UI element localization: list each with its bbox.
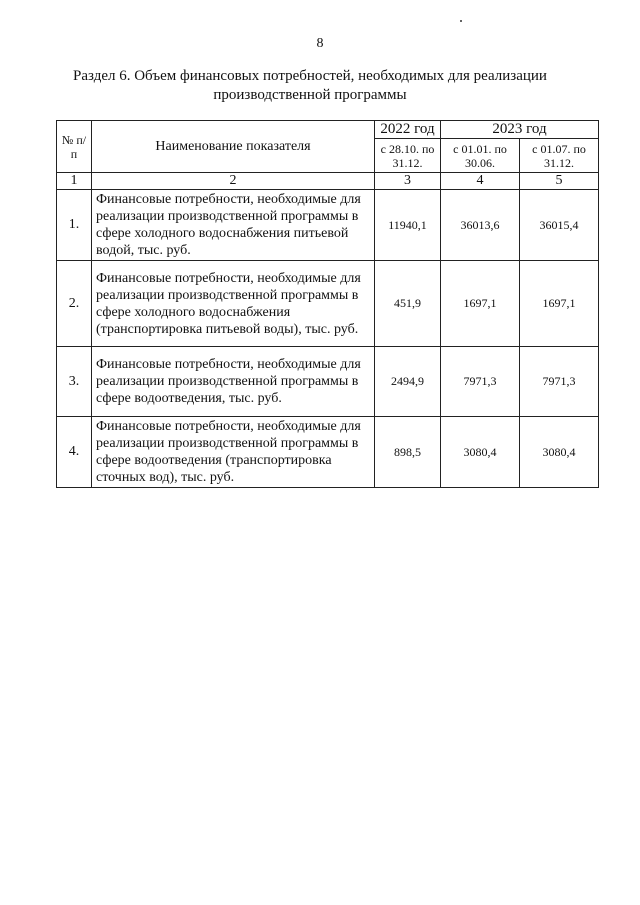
col-number-1: 1 bbox=[57, 173, 92, 190]
header-period-1: с 28.10. по 31.12. bbox=[375, 139, 441, 173]
row-name: Финансовые потребности, необходимые для реализации производственной программы в сфере холодного водоснабжения (транспортировка питьевой воды), тыс. руб. bbox=[92, 261, 375, 347]
col-number-3: 3 bbox=[375, 173, 441, 190]
row-value-2023-h2: 1697,1 bbox=[520, 261, 599, 347]
financial-needs-table bbox=[56, 120, 599, 488]
row-no: 4. bbox=[57, 417, 92, 488]
row-name: Финансовые потребности, необходимые для реализации производственной программы в сфере водоотведения, тыс. руб. bbox=[92, 347, 375, 417]
header-year-2022: 2022 год bbox=[375, 121, 441, 139]
section-title-line-2: производственной программы bbox=[213, 87, 407, 103]
row-value-2022: 451,9 bbox=[375, 261, 441, 347]
scan-speck bbox=[460, 20, 462, 22]
col-number-2: 2 bbox=[92, 173, 375, 190]
header-period-2: с 01.01. по 30.06. bbox=[441, 139, 520, 173]
column-numbers-row bbox=[57, 173, 599, 190]
row-value-2023-h1: 7971,3 bbox=[441, 347, 520, 417]
row-name: Финансовые потребности, необходимые для реализации производственной программы в сфере водоотведения (транспортировка сточных вод), тыс. руб. bbox=[92, 417, 375, 488]
row-no: 1. bbox=[57, 190, 92, 261]
row-value-2022: 898,5 bbox=[375, 417, 441, 488]
row-no: 3. bbox=[57, 347, 92, 417]
row-value-2023-h1: 1697,1 bbox=[441, 261, 520, 347]
row-value-2022: 11940,1 bbox=[375, 190, 441, 261]
row-value-2023-h1: 3080,4 bbox=[441, 417, 520, 488]
section-title bbox=[40, 67, 580, 105]
row-value-2022: 2494,9 bbox=[375, 347, 441, 417]
header-name: Наименование показателя bbox=[92, 121, 375, 173]
table-row bbox=[57, 190, 599, 261]
row-value-2023-h2: 3080,4 bbox=[520, 417, 599, 488]
row-name: Финансовые потребности, необходимые для реализации производственной программы в сфере холодного водоснабжения питьевой водой, тыс. руб. bbox=[92, 190, 375, 261]
header-year-2023: 2023 год bbox=[441, 121, 599, 139]
row-value-2023-h2: 36015,4 bbox=[520, 190, 599, 261]
col-number-5: 5 bbox=[520, 173, 599, 190]
col-number-4: 4 bbox=[441, 173, 520, 190]
table-row bbox=[57, 261, 599, 347]
row-value-2023-h2: 7971,3 bbox=[520, 347, 599, 417]
row-no: 2. bbox=[57, 261, 92, 347]
header-period-3: с 01.07. по 31.12. bbox=[520, 139, 599, 173]
table-header-row bbox=[57, 121, 599, 139]
row-value-2023-h1: 36013,6 bbox=[441, 190, 520, 261]
page-number: 8 bbox=[316, 36, 324, 51]
table-row bbox=[57, 417, 599, 488]
table-row bbox=[57, 347, 599, 417]
section-title-line-1: Раздел 6. Объем финансовых потребностей, необходимых для реализации bbox=[73, 68, 547, 84]
header-no: № п/п bbox=[57, 121, 92, 173]
